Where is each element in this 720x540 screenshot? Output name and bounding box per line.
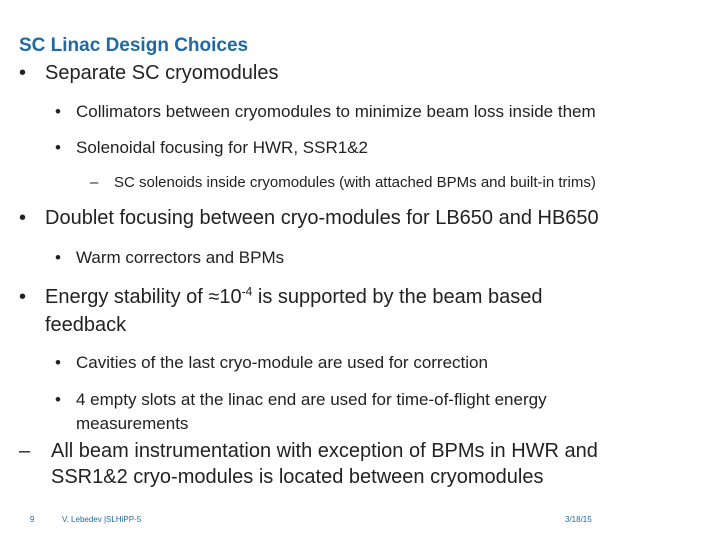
bullet-separate-cryomodules: • Separate SC cryomodules	[19, 62, 279, 84]
sub-bullet-solenoidal-focusing: • Solenoidal focusing for HWR, SSR1&2	[55, 138, 368, 157]
sub-sub-bullet-sc-solenoids: – SC solenoids inside cryomodules (with attached BPMs and built-in trims)	[90, 174, 596, 191]
sub-bullet-empty-slots: • 4 empty slots at the linac end are used for time-of-flight energy	[55, 390, 547, 409]
dash-beam-instrumentation-line2: SSR1&2 cryo-modules is located between cryomodules	[51, 466, 544, 488]
bullet-marker: •	[55, 248, 61, 267]
bullet-marker: •	[19, 207, 27, 229]
dash-marker: –	[90, 174, 99, 191]
slide-title: SC Linac Design Choices	[19, 35, 249, 56]
footer-author: V. Lebedev |SLHiPP-5	[62, 515, 142, 524]
bullet-marker: •	[19, 62, 27, 84]
sub-bullet-collimators: • Collimators between cryomodules to minimize beam loss inside them	[55, 102, 596, 121]
bullet-energy-stability-line2: feedback	[45, 314, 127, 336]
bullet-energy-stability: • Energy stability of $\approx 10^{-4}$ is supported by the beam based	[19, 284, 543, 308]
footer-date: 3/18/15	[565, 515, 592, 524]
sub-bullet-cavities: • Cavities of the last cryo-module are used for correction	[55, 353, 488, 372]
dash-beam-instrumentation: – All beam instrumentation with exception of BPMs in HWR and	[19, 440, 598, 462]
bullet-doublet-focusing: • Doublet focusing between cryo-modules for LB650 and HB650	[19, 207, 599, 229]
bullet-marker: •	[19, 286, 27, 308]
exponent: -4	[241, 284, 253, 299]
bullet-marker: •	[55, 102, 61, 121]
dash-marker: –	[19, 440, 31, 462]
bullet-marker: •	[55, 353, 61, 372]
sub-bullet-warm-correctors: • Warm correctors and BPMs	[55, 248, 285, 267]
sub-bullet-empty-slots-line2: measurements	[76, 414, 189, 433]
bullet-marker: •	[55, 138, 61, 157]
page-number: 9	[30, 515, 35, 524]
bullet-marker: •	[55, 390, 61, 409]
